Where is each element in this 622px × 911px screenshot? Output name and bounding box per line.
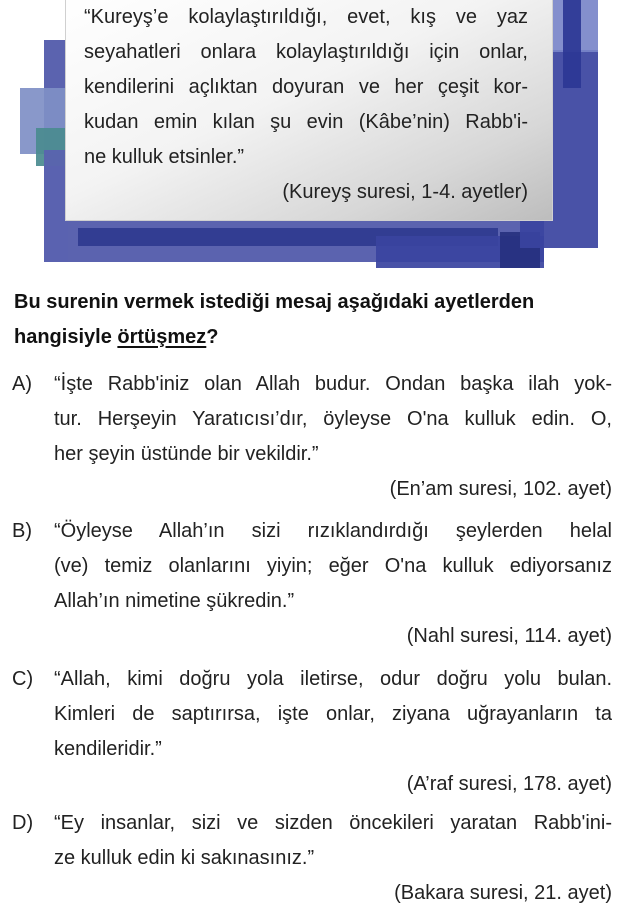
option-line: ze kulluk edin ki sakınasınız.” (54, 847, 315, 869)
quote-source: (Kureyş suresi, 1-4. ayetler) (282, 181, 528, 203)
question-suffix: ? (206, 326, 219, 348)
option-letter: C) (12, 668, 34, 690)
question-text (14, 285, 614, 355)
option-line: (ve) temiz olanlarını yiyin; eğer O'na kulluk ediyorsanız (54, 555, 612, 577)
option-source: (Bakara suresi, 21. ayet) (394, 882, 612, 904)
decor-block (44, 150, 68, 262)
question-line: Bu surenin vermek istediği mesaj aşağıdaki ayetlerden (14, 291, 535, 313)
option-line: tur. Herşeyin Yaratıcısı’dır, öyleyse O'na kulluk edin. O, (54, 408, 612, 430)
option-line: kendileridir.” (54, 738, 162, 760)
quote-line: ne kulluk etsinler.” (84, 146, 245, 168)
option-letter: D) (12, 812, 34, 834)
option-letter: A) (12, 373, 32, 395)
option-line: “Allah, kimi doğru yola iletirse, odur doğru yolu bulan. (54, 668, 612, 690)
quote-line: seyahatleri onlara kolaylaştırıldığı için onlar, (84, 41, 528, 63)
quote-line: “Kureyş’e kolaylaştırıldığı, evet, kış ve yaz (84, 6, 528, 28)
option-line: Allah’ın nimetine şükredin.” (54, 590, 295, 612)
question-prefix: hangisiyle (14, 326, 118, 348)
option-line: “Öyleyse Allah’ın sizi rızıklandırdığı şeylerden helal (54, 520, 612, 542)
question-keyword: örtüşmez (117, 326, 207, 348)
option-body (54, 367, 612, 507)
option-line: “Ey insanlar, sizi ve sizden öncekileri yaratan Rabb'ini- (54, 812, 612, 834)
option-source: (En’am suresi, 102. ayet) (389, 478, 612, 500)
option-letter: B) (12, 520, 32, 542)
option-line: “İşte Rabb'iniz olan Allah budur. Ondan başka ilah yok- (54, 373, 612, 395)
option-body (54, 662, 612, 802)
option-source: (A’raf suresi, 178. ayet) (406, 773, 612, 795)
quote-line: kudan emin kılan şu evin (Kâbe’nin) Rabb'i- (84, 111, 528, 133)
decor-block (563, 0, 581, 88)
option-source: (Nahl suresi, 114. ayet) (406, 625, 612, 647)
quote-line: kendilerini açlıktan doyuran ve her çeşit kor- (84, 76, 528, 98)
option-body (54, 806, 612, 911)
option-line: Kimleri de saptırırsa, işte onlar, ziyana uğrayanların ta (54, 703, 612, 725)
question-line (14, 320, 614, 355)
option-body (54, 514, 612, 654)
quote-text (84, 0, 528, 210)
option-line: her şeyin üstünde bir vekildir.” (54, 443, 319, 465)
